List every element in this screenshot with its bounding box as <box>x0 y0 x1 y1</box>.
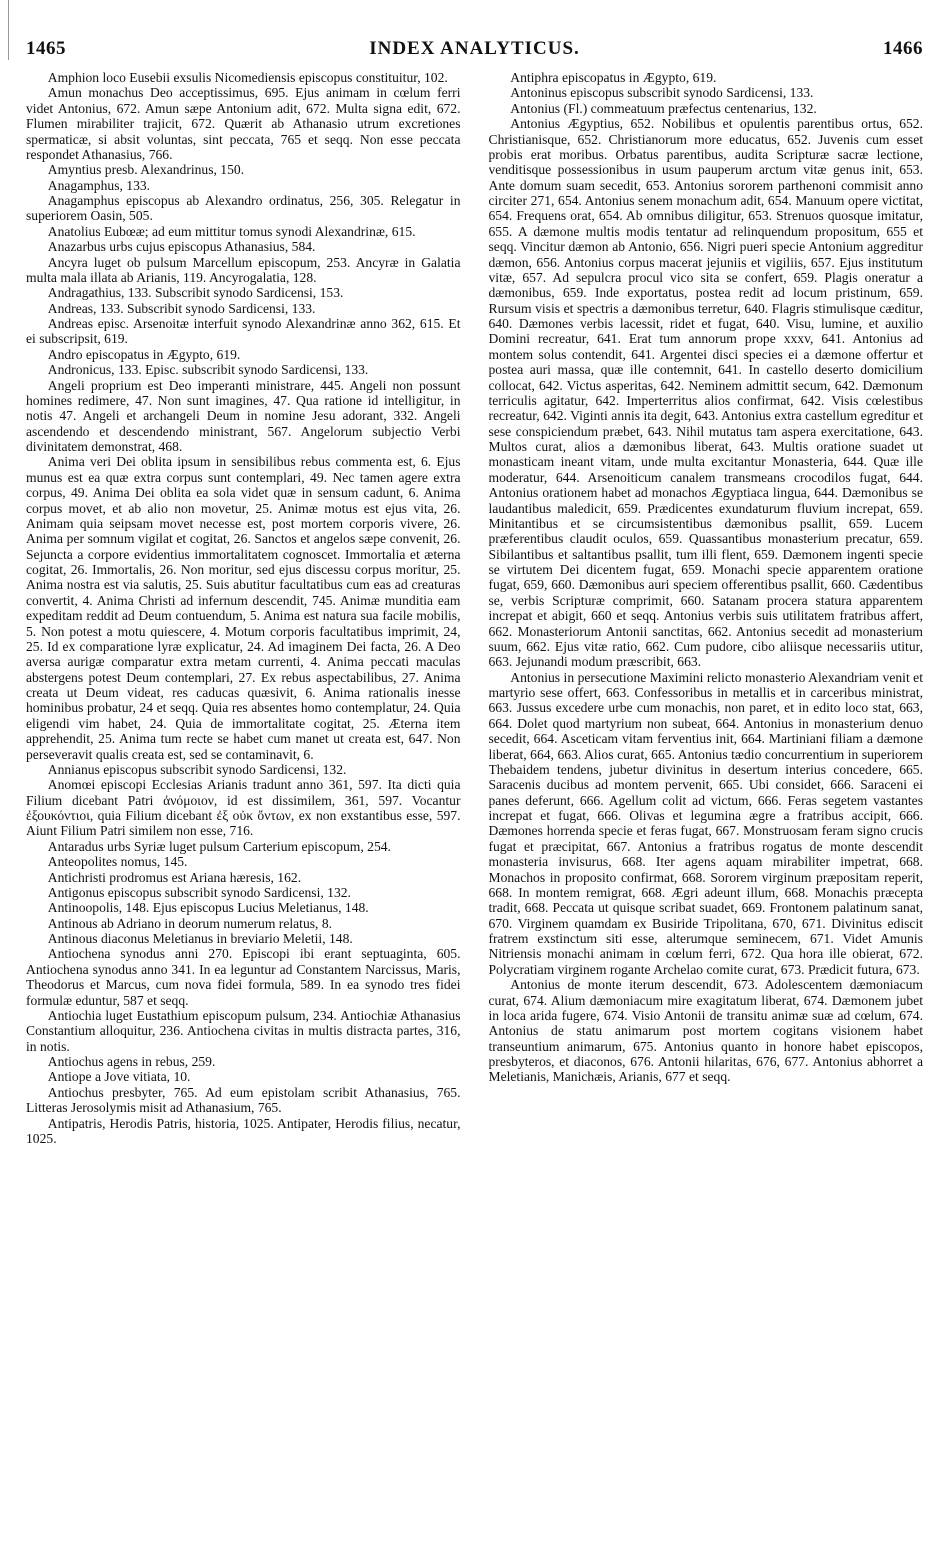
index-entry: Antichristi prodromus est Ariana hæresis, 162. <box>47 869 302 885</box>
index-entry: Anazarbus urbs cujus episcopus Athanasius, 584. <box>47 239 316 255</box>
index-entry: Antaradus urbs Syriæ luget pulsum Carterium episcopum, 254. <box>47 838 391 854</box>
index-entry: Antonius in persecutione Maximini relicto monasterio Alexandriam venit et martyrio sese offert, 663. Confessoribus in metallis et in carceribus ministrat, 663. Jussus excedere urbe cum monachis, non paret, et in edito loco stat, 663, 664. Dolet quod martyrium non subeat, 664. Antonius in monasterium denuo secedit, 664. Asceticam vitam ferventius init, 664. Martiniani filiam a dæmone liberat, 664, 663. Alios curat, 665. Antonius tædio concurrentium in superiorem Thebaidem tendens, jubetur divinitus in desertum interius concedere, 665. Saracenis ducibus ad montem pervenit, 665. Ubi considet, 666. Saraceni ei panes deferunt, 666. Agellum colit ad victum, 666. Feras segetem vastantes increpat et fugat, 666. Olivas et legumina ægre a fratribus accipit, 666. Dæmones horrenda specie et feras fugat, 667. Monstruosam feram signo crucis fugat et præcipitat, 667. Antonius a fratribus rogatus de monte descendit monasteria invisurus, 668. Iter agens aquam mirabiliter impetrat, 668. Monachos in proposito confirmat, 668. Sororem virginum præpositam reperit, 668. In montem remigrat, 668. Ægri adeunt illum, 668. Monachis præcepta tradit, 668. Peccata ut quisque scribat suadet, 669. Frontonem palatinum sanat, 670. Virginem quamdam ex Busiride Tripolitana, 670, 671. Divinitus ediscit fratrem exstinctum siti esse, alterumque seminecem, 671. Videt Amunis Nitriensis monachi animam in cœlum ferri, 672. Qua hora ille obierat, 672. Polycratiam virginem rogante Archelao comite curat, 673. Prædicit futura, 673. <box>488 669 923 977</box>
index-entry: Antoninus episcopus subscribit synodo Sardicensi, 133. <box>510 85 814 101</box>
index-entry: Antinoopolis, 148. Ejus episcopus Lucius Meletianus, 148. <box>47 900 369 916</box>
index-entry: Antinous ab Adriano in deorum numerum relatus, 8. <box>47 915 333 931</box>
index-entry: Angeli proprium est Deo imperanti ministrare, 445. Angeli non possunt homines redimere, 47. Non sunt imagines, 47. Qua ratione id intelligitur, in notis 47. Angeli et archangeli Deum in nomine Jesu adorant, 332. Angeli ascendendo et descendendo ministrant, 567. Angelorum subjectio Verbi divinitatem demonstrat, 468. <box>26 377 461 454</box>
index-entry: Anagamphus, 133. <box>47 177 151 193</box>
text-columns <box>26 70 923 1519</box>
index-entry: Antiphra episcopatus in Ægypto, 619. <box>510 70 717 85</box>
index-entry: Andreas episc. Arsenoitæ interfuit synodo Alexandrinæ anno 362, 615. Et ei subscripsit, 619. <box>26 316 461 347</box>
index-entry: Anomœi episcopi Ecclesias Arianis tradunt anno 361, 597. Ita dicti quia Filium dicebant Patri ἀνόμοιον, id est dissimilem, 361, 597. Vocantur ἐξουκόντιοι, quia Filium dicebant ἐξ οὐκ ὄντων, ex non exstantibus esse, 597. Aiunt Filium Patri similem non esse, 716. <box>26 777 461 839</box>
index-entry: Antonius de monte iterum descendit, 673. Adolescentem dæmoniacum curat, 674. Alium dæmoniacum mire exagitatum liberat, 674. Dæmonem jubet in loca arida fugere, 674. Visio Antonii de transitu animæ suæ ad cœlum, 674. Antonius de statu animarum post mortem cogitans visionem habet transeuntium animarum, 675. Antonius quanto in honore habet episcopos, presbyteros, et diaconos, 676. Antonii hilaritas, 676, 677. Antonius abhorret a Meletianis, Manichæis, Arianis, 677 et seqq. <box>488 977 923 1085</box>
index-entry: Andragathius, 133. Subscribit synodo Sardicensi, 153. <box>47 285 344 301</box>
index-entry: Amyntius presb. Alexandrinus, 150. <box>47 162 245 178</box>
index-entry: Anima veri Dei oblita ipsum in sensibilibus rebus commenta est, 6. Ejus munus est ea quæ extra corpus sunt contemplari, 49. Nec tamen agere extra corpus, 49. Anima Dei oblita ea sola videt quæ in sensum cadunt, 6. Anima corpus movet, et ab alio non movetur, 25. Animæ motus est ejus vita, 26. Animam quia seipsam movet necesse est, post mortem corporis vivere, 26. Anima per somnum vigilat et cogitat, 26. Sanctos et angelos sæpe convenit, 26. Sejuncta a corpore evidentius immortalitatem cognoscet. Immortalia et æterna cogitat, 26. Immortalis, 26. Non moritur, sed ejus discessu corpus moritur, 25. Anima nostra est via salutis, 25. Suis abutitur facultatibus cum eas ad creaturas convertit, 4. Anima Christi ad infernum descendit, 745. Animæ munditia eam expeditam reddit ad Deum contuendum, 5. Anima est natura sua facile mobilis, 5. Non potest a motu quiescere, 4. Motum corporis facultatibus imprimit, 24, 25. Id ex comparatione lyræ explicatur, 24. Ad imaginem Dei facta, 26. A Deo aversa aurigæ comparatur extra metam currenti, 4. Anima peccati maculas abstergens potest Deum contemplari, 27. Ex rebus aspectabilibus, 27. Anima creata ut Deum videat, res caducas quæsivit, 6. Anima rationalis inesse hominibus probatur, 24 et seqq. Quia res absentes homo contemplatur, 24. Quia eligendi vim habet, 24. Quia de immortalitate cogitat, 25. Æterna item apprehendit, 25. Anima tum recte se habet cum manet ut creata est, 647. Non perseveravit qualis creata est, sed se contaminavit, 6. <box>26 454 461 762</box>
index-entry: Andreas, 133. Subscribit synodo Sardicensi, 133. <box>47 300 316 316</box>
index-entry: Andro episcopatus in Ægypto, 619. <box>47 346 241 362</box>
index-entry: Anatolius Eubœæ; ad eum mittitur tomus synodi Alexandrinæ, 615. <box>47 223 416 239</box>
index-entry: Anteopolites nomus, 145. <box>47 854 188 870</box>
index-entry: Annianus episcopus subscribit synodo Sardicensi, 132. <box>47 761 347 777</box>
index-entry: Antinous diaconus Meletianus in breviario Meletii, 148. <box>47 931 353 946</box>
right-page-number: 1466 <box>882 38 923 59</box>
index-entry: Antiochus presbyter, 765. Ad eum epistolam scribit Athanasius, 765. Litteras Jerosolymis misit ad Athanasium, 765. <box>26 1084 461 1116</box>
running-title: INDEX ANALYTICUS. <box>369 38 580 59</box>
index-entry: Antipatris, Herodis Patris, historia, 1025. Antipater, Herodis filius, necatur, 1025. <box>26 1115 461 1146</box>
running-header <box>26 38 923 64</box>
index-entry: Amun monachus Deo acceptissimus, 695. Ejus animam in cœlum ferri videt Antonius, 672. Amun sæpe Antonium adit, 672. Multa signa edit, 672. Flumen mirabiliter trajicit, 672. Quærit ab Athanasio utrum excretiones spermaticæ, si absit voluntas, sint peccata, 765 et seqq. Non esse peccata respondet Athanasius, 766. <box>26 85 461 162</box>
index-entry: Anagamphus episcopus ab Alexandro ordinatus, 256, 305. Relegatur in superiorem Oasin, 505. <box>26 193 461 224</box>
left-column <box>26 70 461 1519</box>
index-entry: Antonius (Fl.) commeatuum præfectus centenarius, 132. <box>510 100 817 116</box>
right-column <box>489 70 924 1519</box>
index-entry: Antonius Ægyptius, 652. Nobilibus et opulentis parentibus ortus, 652. Christianisque, 652. Christianorum more educatus, 652. Juvenis cum esset probis erat moribus. Orbatus parentibus, audita Scripturæ sacræ lectione, venditisque possessionibus in usum pauperum arctum vitæ genus init, 653. Ante domum suam secedit, 653. Antonius sororem parthenoni commisit anno circiter 271, 654. Antonius senem monachum adit, 654. Manuum opere victitat, 654. Frequens orat, 654. Ab omnibus diligitur, 653. Strenuos quosque imitatur, 655. A dæmone multis modis tentatur ad relinquendum propositum, 655 et seqq. Vincitur dæmon ab Antonio, 656. Nigri pueri specie Antonium aggreditur dæmon, 656. Antonius corpus macerat jejuniis et vigiliis, 657. Ejus institutum vitæ, 657. Ad sepulcra procul vico sita se confert, 659. Plagis oneratur a dæmonibus, 659. Inde exportatus, postea redit ad locum pristinum, 659. Rursum visis et spectris a dæmonibus terretur, 640. Flagris stimulisque cæditur, 640. Dæmones verbis lacessit, ridet et fugat, 640. Visu, lumine, et auxilio Domini recreatur, 641. Erat tum annorum prope xxxv, 641. Antonius ad montem solus contendit, 641. Argentei disci species ei a dæmone offertur et postea auri massa, quæ ille contemnit, 641. In castello deserto domicilium collocat, 642. Victus asperitas, 642. Neminem admittit secum, 642. Dæmonum terriculis agitatur, 642. Imperterritus alios confirmat, 642. Visis cœlestibus recreatur, 642. Viginti annis ita degit, 643. Antonius extra castellum egreditur et sese conspiciendum præbet, 643. Nihil mutatus tam aspera exercitatione, 643. Multos curat, alios a dæmonibus liberat, 643. Multis oratione suadet ut monasticam ineant vitam, unde multa excitantur Monasteria, 644. Quæ ille moderatur, 644. Arsenoiticum canalem transmeans crocodilos fugat, 644. Antonius orationem habet ad monachos Ægyptiaca lingua, 644. Dæmonibus se laudantibus maledicit, 659. Prædicentes exundaturum fluvium increpat, 659. Minitantibus et se circumsistentibus dæmonibus psallit, 659. Lucem præferentibus claudit oculos, 659. Quassantibus monasterium precatur, 659. Sibilantibus et saltantibus psallit, tum illi flent, 659. Dæmonem ingenti specie se virtutem Dei dicentem fugat, 659. Monachi specie apparentem oratione fugat, 659, 660. Dæmonibus auri speciem offerentibus psallit, 660. Cædentibus se, verbis Scripturæ comprimit, 660. Satanam procera statura apparentem increpat et abigit, 660 et seqq. Antonius verbis suis utilitatem fratribus affert, 662. Monasteriorum Antonii sanctitas, 662. Antonius secedit ad monasterium suum, 662. Ejus vitæ ratio, 662. Cum pudore, cibo aliisque necessariis utitur, 663. Jejunandi modum præscribit, 663. <box>488 116 923 670</box>
index-entry: Antiochia luget Eustathium episcopum pulsum, 234. Antiochiæ Athanasius Constantium alloquitur, 236. Antiochena civitas in multis distracta partes, 316, in notis. <box>26 1007 461 1054</box>
index-entry: Antiochena synodus anni 270. Episcopi ibi erant septuaginta, 605. Antiochena synodus anno 341. In ea leguntur ad Constantem Narcissus, Maris, Theodorus et Marcus, cum nova fidei formula, 589. In ea synodo tres fidei formulæ eduntur, 587 et seqq. <box>26 946 461 1008</box>
index-entry: Antiochus agens in rebus, 259. <box>47 1054 216 1069</box>
index-entry: Ancyra luget ob pulsum Marcellum episcopum, 253. Ancyræ in Galatia multa mala illata ab Arianis, 119. Ancyrogalatia, 128. <box>26 254 461 285</box>
index-entry: Andronicus, 133. Episc. subscribit synodo Sardicensi, 133. <box>47 362 369 378</box>
left-page-number: 1465 <box>26 38 66 59</box>
page-edge-line <box>8 0 9 60</box>
index-entry: Amphion loco Eusebii exsulis Nicomediensis episcopus constituitur, 102. <box>47 70 448 85</box>
index-entry: Antiope a Jove vitiata, 10. <box>47 1069 191 1085</box>
index-entry: Antigonus episcopus subscribit synodo Sardicensi, 132. <box>47 884 351 900</box>
